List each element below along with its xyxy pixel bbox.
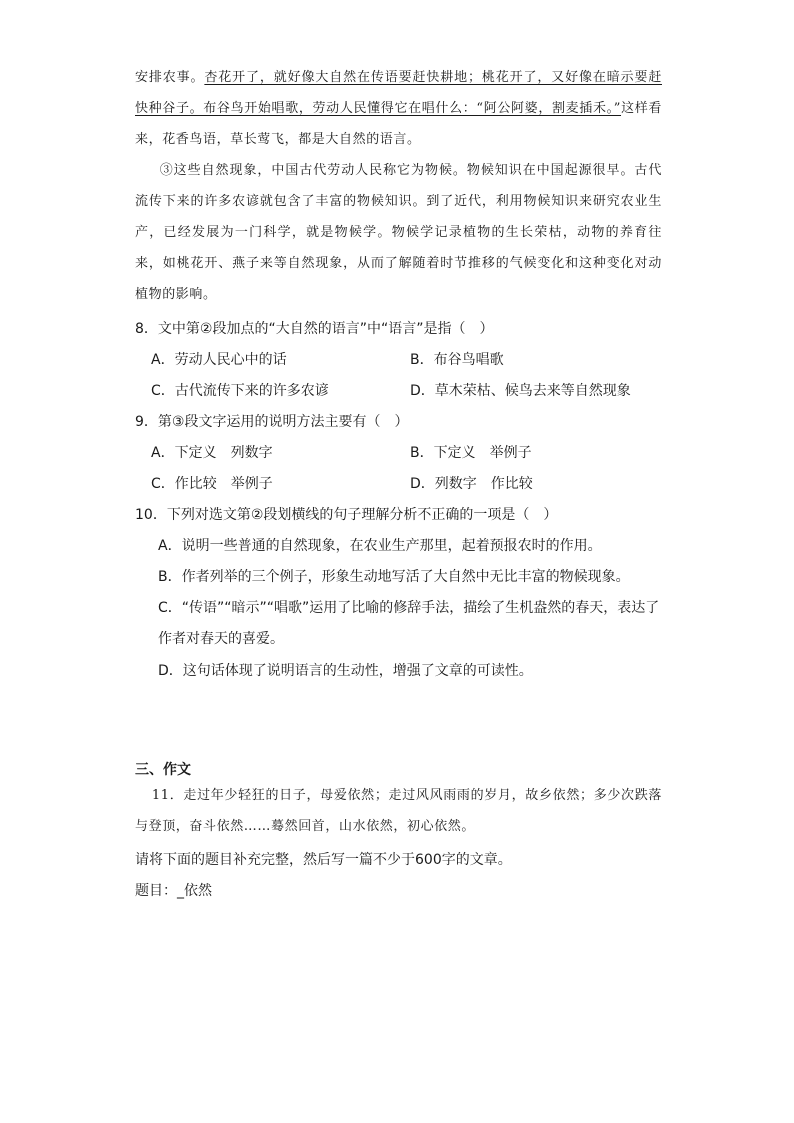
q10-option-a[interactable]: A．说明一些普通的自然现象，在农业生产那里，起着预报农时的作用。 (158, 538, 602, 554)
p2-end: 这样看来，花香鸟语，草长莺飞，都是大自然的语言。 (135, 101, 662, 147)
passage-paragraph-2 (135, 62, 662, 155)
q8-option-a[interactable]: A．劳动人民心中的话 (151, 352, 287, 368)
composition-instruction: 请将下面的题目补充完整，然后写一篇不少于600字的文章。 (135, 852, 512, 868)
section-heading-composition: 三、作文 (135, 762, 191, 778)
q10-option-d[interactable]: D．这句话体现了说明语言的生动性，增强了文章的可读性。 (158, 663, 533, 679)
q9-option-c[interactable]: C．作比较 举例子 (151, 476, 273, 492)
passage-paragraph-3: ③这些自然现象，中国古代劳动人民称它为物候。物候知识在中国起源很早。古代流传下来的许多农谚就包含了丰富的物候知识。到了近代，利用物候知识来研究农业生产，已经发展为一门科学，就是物候学。物候学记录植物的生长荣枯，动物的养育往来，如桃花开、燕子来等自然现象，从而了解随着时节推移的气候变化和这种变化对动植物的影响。 (135, 163, 662, 302)
composition-prompt: 11．走过年少轻狂的日子，母爱依然；走过风风雨雨的岁月，故乡依然；多少次跌落与登顶，奋斗依然……蓦然回首，山水依然，初心依然。 (135, 788, 662, 834)
q10-option-b[interactable]: B．作者列举的三个例子，形象生动地写活了大自然中无比丰富的物候现象。 (158, 569, 630, 585)
p2-start: 安排农事。 (135, 70, 205, 85)
p2-underlined-sentence: 杏花开了，就好像大自然在传语要赶快耕地；桃花开了，又好像在暗示要赶快种谷子。布谷鸟开始唱歌，劳动人民懂得它在唱什么：“阿公阿婆，割麦插禾。” (135, 70, 662, 116)
composition-title-line[interactable]: 题目：_依然 (135, 883, 212, 899)
question-10-stem: 10．下列对选文第②段划横线的句子理解分析不正确的一项是（ ） (135, 507, 558, 523)
q8-option-c[interactable]: C．古代流传下来的许多农谚 (151, 383, 329, 399)
q9-option-d[interactable]: D．列数字 作比较 (410, 476, 533, 492)
q8-option-d[interactable]: D．草木荣枯、候鸟去来等自然现象 (410, 383, 631, 399)
q10-option-c[interactable]: C．“传语”“暗示”“唱歌”运用了比喻的修辞手法，描绘了生机盎然的春天，表达了作者对春天的喜爱。 (158, 600, 660, 647)
question-8-stem: 8．文中第②段加点的“大自然的语言”中“语言”是指（ ） (135, 321, 494, 337)
question-9-stem: 9．第③段文字运用的说明方法主要有（ ） (135, 414, 409, 430)
q9-option-a[interactable]: A．下定义 列数字 (151, 445, 273, 461)
q8-option-b[interactable]: B．布谷鸟唱歌 (410, 352, 504, 368)
q9-option-b[interactable]: B．下定义 举例子 (410, 445, 532, 461)
